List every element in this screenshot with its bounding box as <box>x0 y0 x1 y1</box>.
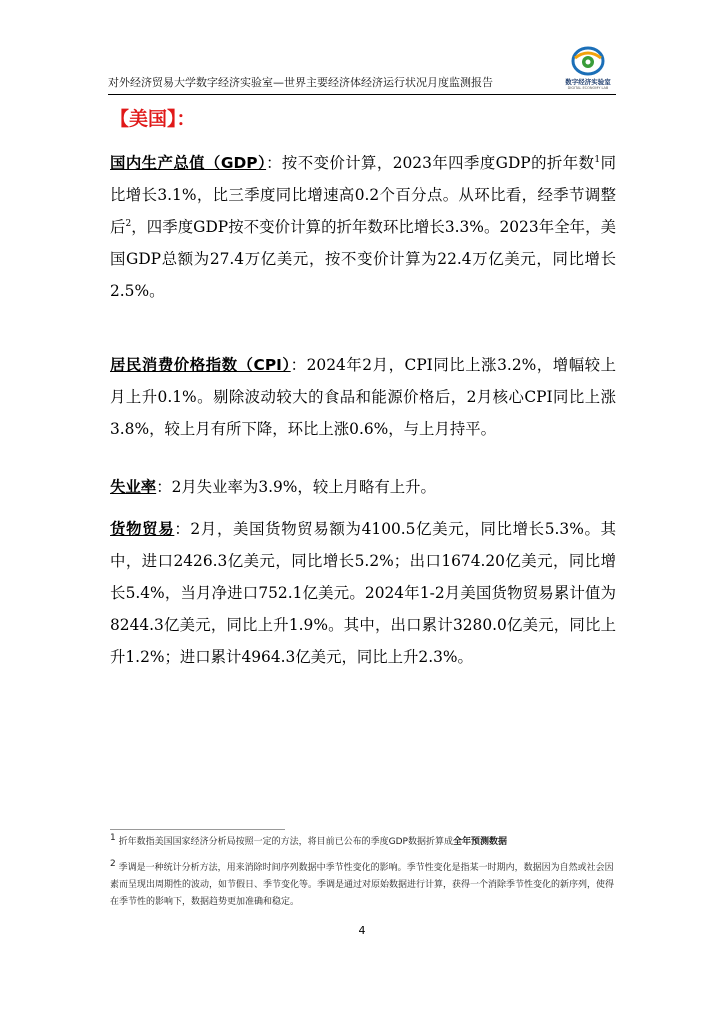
paragraph-unemployment <box>110 471 616 503</box>
footnote-2-mark: 2 <box>110 859 116 869</box>
lab-logo-subtext: DIGITAL ECONOMY LAB <box>567 86 609 90</box>
paragraph-cpi <box>110 349 616 445</box>
term-trade: 货物贸易 <box>110 520 175 538</box>
footnote-ref-2[interactable]: 2 <box>125 218 132 229</box>
lab-logo-icon <box>571 46 605 76</box>
lab-logo-text: 数字经济实验室 <box>565 78 611 86</box>
unemployment-text: ：2月失业率为3.9%，较上月略有上升。 <box>156 478 436 496</box>
page-number: 4 <box>358 924 366 937</box>
footnote-1-bold: 全年预测数据 <box>452 837 507 847</box>
trade-text: ：2月，美国货物贸易额为4100.5亿美元，同比增长5.3%。其中，进口2426.3亿美元，同比增长5.2%；出口1674.20亿美元，同比增长5.4%，当月净进口752.1亿美元。2024年1-2月美国货物贸易累计值为8244.3亿美元，同比上升1.9%。其中，出口累计3280.0亿美元，同比上升1.2%；进口累计4964.3亿美元，同比上升2.3%。 <box>110 520 616 666</box>
term-unemployment: 失业率 <box>110 478 157 496</box>
term-gdp: 国内生产总值（GDP） <box>110 154 267 172</box>
paragraph-gdp <box>110 147 616 307</box>
gdp-text-part1: ：按不变价计算，2023年四季度GDP的折年数 <box>266 154 595 172</box>
footnote-2 <box>110 860 616 911</box>
gdp-text-part3: ，四季度GDP按不变价计算的折年数环比增长3.3%。2023年全年，美国GDP总额为27.4万亿美元，按不变价计算为22.4万亿美元，同比增长2.5%。 <box>110 218 616 300</box>
footnote-1-text: 折年数指美国国家经济分析局按照一定的方法，将目前已公布的季度GDP数据折算成 <box>118 837 453 847</box>
section-title-usa: 【美国】： <box>110 108 196 130</box>
running-title: 对外经济贸易大学数字经济实验室—世界主要经济体经济运行状况月度监测报告 <box>108 76 493 89</box>
footnote-ref-1[interactable]: 1 <box>594 154 601 165</box>
cpi-text: ：2024年2月，CPI同比上涨3.2%，增幅较上月上升0.1%。剔除波动较大的食品和能源价格后，2月核心CPI同比上涨3.8%，较上月有所下降，环比上涨0.6%，与上月持平。 <box>110 356 616 438</box>
lab-logo <box>560 46 616 90</box>
paragraph-trade <box>110 513 616 673</box>
term-cpi: 居民消费价格指数（CPI） <box>110 356 291 374</box>
footnote-1 <box>110 834 616 851</box>
footnote-1-mark: 1 <box>110 833 116 843</box>
footnote-2-text: 季调是一种统计分析方法，用来消除时间序列数据中季节性变化的影响。季节性变化是指某一时期内，数据因为自然或社会因素而呈现出周期性的波动，如节假日、季节变化等。季调是通过对原始数据进行计算，获得一个消除季节性变化的新序列，使得在季节性的影响下，数据趋势更加准确和稳定。 <box>110 863 615 907</box>
footnote-divider <box>110 829 285 830</box>
running-header <box>108 74 616 95</box>
gdp-text-part2: 同比增长3.1%，比三季度同比增速高0.2个百分点。从环比看，经季节调整后 <box>110 154 616 236</box>
